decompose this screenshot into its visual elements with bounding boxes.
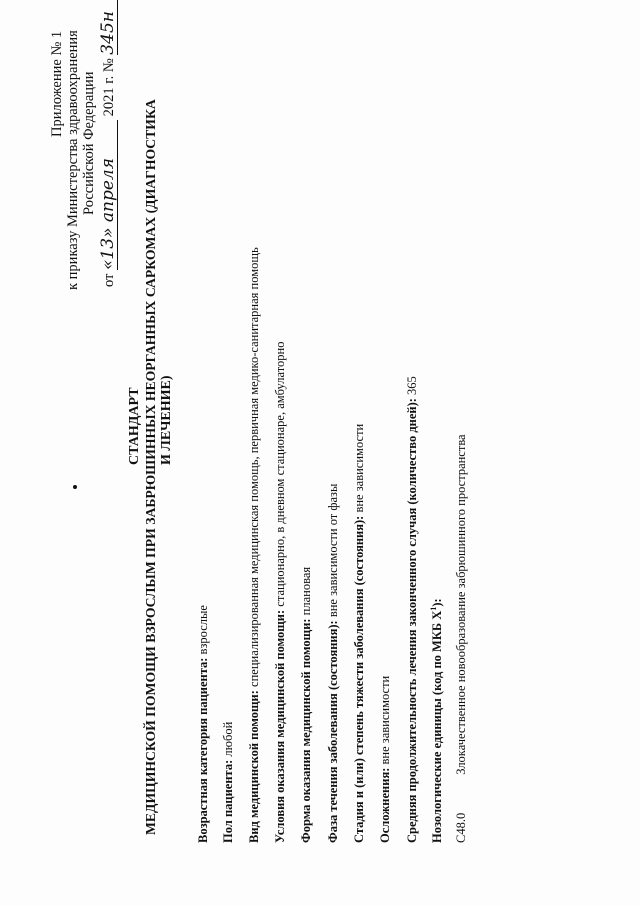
- field-form: Форма оказания медицинской помощи: плановая: [299, 566, 313, 843]
- field-complications: Осложнения: вне зависимости: [378, 675, 392, 843]
- icd-description: Злокачественное новообразование забрюшинного пространства: [454, 434, 468, 775]
- handwritten-date: «13» апреля: [98, 158, 118, 270]
- title-line-2: И ЛЕЧЕНИЕ): [159, 375, 174, 465]
- field-duration: Средняя продолжительность лечения законченного случая (количество дней): 365: [405, 376, 419, 843]
- field-conditions: Условия оказания медицинской помощи: стационарно, в дневном стационаре, амбулаторно: [273, 341, 287, 843]
- icd-code: C48.0: [454, 812, 468, 843]
- date-line: от «13» апреля 2021 г. № 345н: [100, 0, 118, 287]
- scan-speck: [73, 485, 77, 489]
- appendix-line: Приложение № 1: [49, 30, 65, 137]
- date-underline: [100, 120, 118, 270]
- nosology-footnote-mark: 1: [429, 606, 438, 611]
- handwritten-number: 345н: [98, 11, 118, 55]
- field-care-type: Вид медицинской помощи: специализированная медицинская помощь, первичная медико-санитарная помощь: [247, 247, 261, 843]
- title-word: СТАНДАРТ: [127, 387, 142, 465]
- nosology-label: Нозологические единицы (код по МКБ $X^1$):: [429, 598, 445, 843]
- title-line-1: МЕДИЦИНСКОЙ ПОМОЩИ ВЗРОСЛЫМ ПРИ ЗАБРЮШИННЫХ НЕОРГАННЫХ САРКОМАХ (ДИАГНОСТИКА: [143, 99, 158, 835]
- field-phase: Фаза течения заболевания (состояния): вне зависимости от фазы: [326, 483, 340, 843]
- field-sex: Пол пациента: любой: [221, 721, 235, 843]
- field-age: Возрастная категория пациента: взрослые: [196, 605, 210, 843]
- number-underline: [100, 0, 118, 55]
- nosology-row: [455, 434, 468, 843]
- order-line: к приказу Министерства здравоохранения: [65, 30, 81, 290]
- field-stage: Стадия и (или) степень тяжести заболевания (состояния): вне зависимости: [352, 423, 366, 843]
- federation-line: Российской Федерации: [81, 71, 97, 215]
